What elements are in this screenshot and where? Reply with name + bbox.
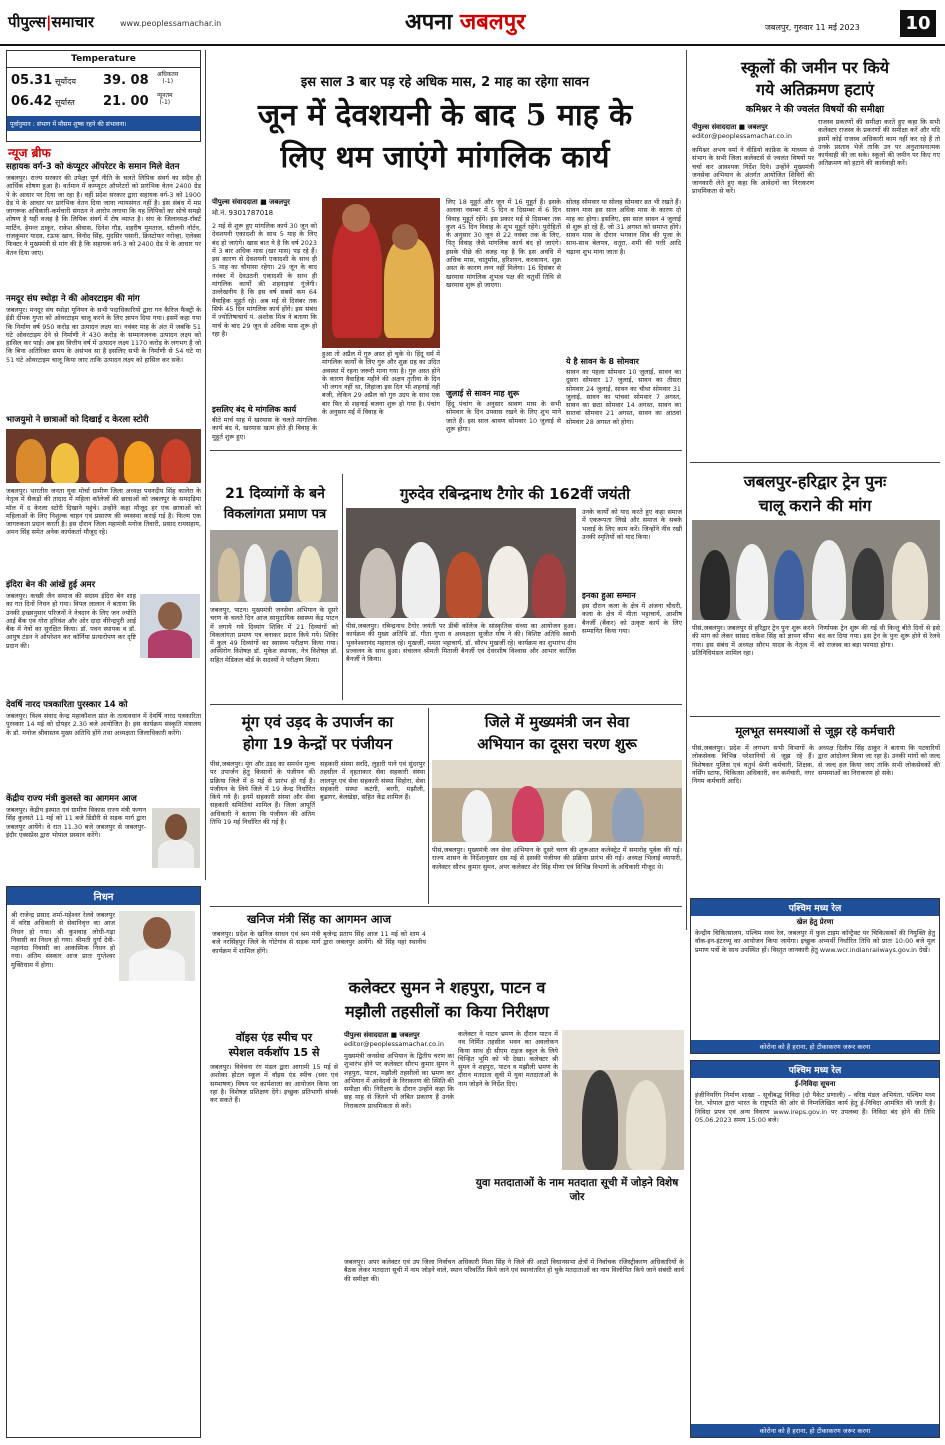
lead-byline: पीपुल्स संवाददाता ■ जबलपुर xyxy=(212,198,290,206)
lead-col-4-b: सावन का पहला सोमवार 10 जुलाई, सावन का दूसरा सोमवार 17 जुलाई, सावन का तीसरा सोमवार 24 जुलाई, सावन का चौथा सोमवार 31 जुलाई, सावन का पांचवां सोमवार 7 अगस्त, सावन का छठा सोमवार 14 अगस्त, सावन का सातवां सोमवार 21 अगस्त, सावन का आठवां सोमवार 28 अगस्त को होगा। xyxy=(566,368,681,426)
disabled-headline-2: विकलांगता प्रमाण पत्र xyxy=(223,507,327,522)
obituary-label: निधन xyxy=(7,887,200,905)
disabled-body: जबलपुर, पाटन। मुख्यमंत्री जनसेवा अभियान के दूसरे चरण के चलते दिन आज सामुदायिक स्वास्थ्य केंद्र पाटन में लगाये गये दिव्यांग शिविर में 21 दिव्यांगों को विकलांगता प्रमाण पत्र बनाकर प्रदान किये गये। शिविर में कुल 49 दिव्यांगों का स्वास्थ्य परीक्षण किया गया। अस्थिरोग विशेषज्ञ डॉ. मुकेश स्थापक, नेत्र विशेषज्ञ डॉ. सहित मेडिकल बोर्ड के सदस्यों ने परीक्षण किया। xyxy=(210,606,338,664)
brief-3 xyxy=(6,415,201,537)
cm-headline-2: अभियान का दूसरा चरण शुरू xyxy=(477,735,637,753)
brief-4-body: जबलपुर। कच्छी जैन समाज की सदस्य इंदिरा बेन शाह का गत दिनों निधन हो गया। विपल लालान ने बताया कि उनकी इच्छानुसार परिजनों ने नेत्रदान के लिए जन ज्योति आई बैंक एवं गोरा हरिवंश और ओर दादा वीरेन्द्रपुरी आई बैंक में नेत्रों का सुरक्षित किया। डॉ. पवन स्थापक व डॉ. आयुष टंडन ने ऑपरेशन कर कॉर्निया प्रत्यारोपण कर दृष्टि प्रदान की। xyxy=(6,592,136,650)
train-col-1: पीसं,जबलपुर। जबलपुर से हरिद्वार ट्रेन पुनः शुरू करने की मांग को लेकर सांसद राकेश सिंह को ज्ञापन सौंपा गया। इस संबंध में अध्यक्ष सौरभ यादव के नेतृत्व में प्रतिनिधिमंडल शामिल रहा। xyxy=(692,624,814,657)
min-temp: 21. 00 xyxy=(103,94,149,109)
cm-photo xyxy=(432,760,682,842)
brief-3-headline: भाजयुमो ने छात्राओं को दिखाई द केरला स्टोरी xyxy=(6,415,149,425)
obituary-portrait xyxy=(119,911,195,981)
collector-headline-2: मझौली तहसीलों का किया निरीक्षण xyxy=(345,1002,549,1021)
brief-2 xyxy=(6,294,201,414)
lead-phone: मो.नं. 9301787018 xyxy=(212,209,274,217)
collector-col-3: जबलपुर। अपर कलेक्टर एवं उप जिला निर्वाचन अधिकारी मिशा सिंह ने जिले की आठों विधानसभा क्षेत्रों में निर्वाचक रजिस्ट्रीकरण अधिकारियों के बैठक लेकर मतदाता सूची में नाम जोड़ने वाले, स्थान परिवर्तित किये जाने एवं स्थानांतरित हो चुके मतदाताओं का नाम विलोपित किये जाने संबंधी कार्य की समीक्षा की। xyxy=(344,1258,684,1283)
schools-deck: कमिश्नर ने की ज्वलंत विषयों की समीक्षा xyxy=(745,104,885,115)
max-temp: 39. 08 xyxy=(103,73,149,88)
collector-photo-caption: युवा मतदाताओं के नाम मतदाता सूची में जोड़ने विशेष जोर xyxy=(475,1177,679,1203)
khanij-body: जबलपुर। प्रदेश के खनिज साधन एवं श्रम मंत्री बृजेन्द्र प्रताप सिंह आज 11 मई को शाम 4 बजे नरसिंहपुर जिले के गोटेगांव से सड़क मार्ग द्वारा जबलपुर आयेंगे। श्री सिंह यहां स्थानीय कार्यक्रम में शामिल होंगे। xyxy=(212,930,426,955)
brief-6-portrait xyxy=(152,808,200,868)
schools-headline-2: गये अतिक्रमण हटाएं xyxy=(756,80,874,99)
lead-col-1: 2 मई से शुरू हुए मांगलिक कार्य 30 जून को देवशयनी एकादशी के साथ 5 माह के लिए बंद हो जाएंगे। खास बात ये है कि वर्ष 2023 में 3 बार अधिक मास (खर मास) पड़ रहे हैं। इस कारण से देवशयनी एकादशी के साथ ही 5 माह का चौमासा रहेगा। 29 जून के बाद नवंबर में देवउठनी एकादशी के साथ ही मांगलिक कार्यों की शहनाइयां गूंजेंगी। उल्लेखनीय है कि इस वर्ष सबसे कम 64 वैवाहिक मुहूर्त रहे। अब मई से दिसंबर तक सिर्फ 45 दिन मांगलिक कार्य होंगे। इस संबंध में ज्योतिषाचार्य पं. अशोक मिश्र ने बताया कि मार्च के बाद 29 जून से अधिक मास शुरू हो रहा है। xyxy=(212,222,317,338)
lead-col-1-subhead: इसलिए बंद थे मांगलिक कार्य xyxy=(212,405,297,414)
brief-5-body: जबलपुर। विश्व संवाद केन्द्र महाकौशल प्रांत के तत्वावधान में देवर्षि नारद पत्रकारिता पुरस्कार 14 मई को दोपहर 2.30 बजे आयोजित है। इस कार्यक्रम संस्कृति मंत्रालय के डॉ. मनोज श्रीवास्तव मुख्य अतिथि होंगे तथा अध्यक्षता जिलाधिकारी करेंगे। xyxy=(6,712,201,737)
brief-5 xyxy=(6,700,201,792)
schools-col-2: राजस्व प्रकरणों की समीक्षा करते हुए कहा कि सभी कलेक्टर राजस्व के प्रकरणों की समीक्षा करें और यदि इसमें कोई राजस्व अधिकारी काम नहीं कर रहे हैं तो उनके प्रस्ताव भेजें ताकि उन पर अनुशासनात्मक कार्यवाही की जा सके। स्कूलों की जमीन पर किए गए अतिक्रमण को हटाने की कार्यवाही करें। xyxy=(818,118,940,168)
weather-box xyxy=(6,50,201,142)
news-brief-label: न्यूज ब्रीफ xyxy=(8,146,51,160)
lead-col-4: सोलह सोमवार या सोलह सोमवार व्रत भी रखते हैं। सावन मास इस साल अधिक मास के कारण दो माह का होगा। इसलिए, इस साल सावन 4 जुलाई से शुरू हो रहे हैं, जो 31 अगस्त को समाप्त होंगे। सावन मास के दौरान भगवान शिव की पूजा के साथ-साथ बेलपत्र, धतूरा, शमी की पत्ती आदि चढ़ाना शुभ माना जाता है। xyxy=(566,198,681,256)
railway-ad-2-footer: कोरोना को है हराना, हो टीकाकरण जरूर करना xyxy=(691,1424,939,1437)
brief-5-headline: देवर्षि नारद पत्रकारिता पुरस्कार 14 को xyxy=(6,700,128,710)
cm-headline-1: जिले में मुख्यमंत्री जन सेवा xyxy=(484,713,630,731)
moong-body: पीसं,जबलपुर। मूंग और उड़द का समर्थन मूल्य पर उपार्जन हेतु किसानों के पंजीयन की प्रक्रिया जिले में 8 मई से प्रारंभ हो गई है। पंजीयन के लिये जिले में 19 केन्द्र निर्धारित किये गये हैं। इनमें सहकारी संस्था और सेवा सहकारी समितियां शामिल हैं। जिला आपूर्ति अधिकारी ने बताया कि पंजीयन की अंतिम तिथि 19 मई निर्धारित की गई है। xyxy=(210,760,315,827)
page-number: 10 xyxy=(900,10,936,37)
lead-col-4-subhead: ये है सावन के 8 सोमवार xyxy=(566,357,639,366)
moong-headline-1: मूंग एवं उड़द के उपार्जन का xyxy=(241,713,394,731)
sunrise-label: सूर्योदय xyxy=(55,77,77,86)
schools-email: editor@peoplessamachar.co.in xyxy=(692,132,792,140)
lead-col-3-b: हिंदू पंचांग के अनुसार श्रावण मास के सभी सोमवार के दिन उपवास रखने के लिए शुभ माने जाते हैं। इस साल श्रावण सोमवार 10 जुलाई से शुरू होगा। xyxy=(446,400,561,433)
khanij-headline: खनिज मंत्री सिंह का आगमन आज xyxy=(247,912,391,926)
brief-2-headline: नमदूर संघ स्थोड़ा ने की ओवरटाइम की मांग xyxy=(6,294,140,304)
lead-kicker: इस साल 3 बार पड़ रहे अधिक मास, 2 माह का रहेगा सावन xyxy=(300,75,590,90)
workshop-headline-1-visible: वॉइस एंड स्पीच पर xyxy=(235,1031,313,1044)
tagore-headline: गुरुदेव रबिन्द्रनाथ टैगोर की 162वीं जयंती xyxy=(399,485,631,503)
railway-ad-2-body: इंजीनियरिंग निर्माण शाखा – सूचीबद्ध निविदा (दो पैकेट प्रणाली) – वरिष्ठ मंडल अभियंता, पश्चिम मध्य रेल, भोपाल द्वारा भारत के राष्ट्रपति की ओर से निम्नलिखित कार्य हेतु ई-निविदा आमंत्रित की जाती है। निविदा प्रपत्र एवं अन्य विवरण www.ireps.gov.in पर उपलब्ध हैं। निविदा बंद होने की तिथि 05.06.2023 समय 15:00 बजे। xyxy=(695,1091,935,1124)
workshop-body: जबलपुर। विवेचना रंग मंडल द्वारा आगामी 15 मई से अशोका होटल स्कूल में वॉइस एंड स्पीच (स्वर एवं सम्भाषण) विषय पर कार्यशाला का आयोजन किया जा रहा है। विशेषज्ञ प्रशिक्षण देंगे। इच्छुक प्रतिभागी संपर्क कर सकते हैं। xyxy=(210,1063,338,1105)
masthead xyxy=(0,0,945,46)
collector-photo xyxy=(562,1030,684,1170)
lead-headline-2: लिए थम जाएंगे मांगलिक कार्य xyxy=(280,140,610,175)
brief-3-body: जबलपुर। भारतीय जनता युवा मोर्चा ग्रामीण जिला अध्यक्ष पवनदीप सिंह कालेरा के नेतृत्व में सैकड़ों की तादाद में महिला कॉलेजों की छात्राओं को जबलपुर के समदड़िया मॉल में द केरला स्टोरी दिखाने पहुंचे। उन्होंने कहा मौजूद हर एक छात्राओं को महिलाओं के लिए निशुल्क चाहन एवं प्रसारण की व्यवस्था कराई गई है। फिल्म एक जागरुकता प्रदान करती है। इस दौरान जिला महामंत्री मनोज तिवारी, प्रसाद रामसहाय, अमन सिंह समेत अनेक कार्यकर्ता मौजूद रहे। xyxy=(6,487,201,537)
brief-6 xyxy=(6,794,201,872)
moong-headline-2: होगा 19 केन्द्रों पर पंजीयन xyxy=(242,735,393,753)
sunrise-time: 05.31 xyxy=(11,73,53,88)
brief-4 xyxy=(6,580,201,700)
website: www.peoplessamachar.in xyxy=(120,19,222,28)
workshop-headline-2: स्पेशल वर्कशॉप 15 से xyxy=(228,1046,320,1059)
obituary-body: श्री राजेन्द्र प्रसाद शर्मा-महेश्वर रेलवे जबलपुर में वरिष्ठ अधिकारी से सेवानिवृत्त का आज निधन हो गया। श्री कुशवाह लोधी-गढ़ा निवासी का निधन हो गया। श्रीमती दुर्गा देवी-महानंदा निवासी का आकस्मिक निधन हो गया। अंतिम संस्कार आज प्रातः गुप्तेश्वर मुक्तिधाम में होगा। xyxy=(11,911,115,969)
tagore-sub-body: इस दौरान कला के क्षेत्र में अंजना चौधरी, कला के क्षेत्र में मीता भट्टाचार्य, आशीष बैनर्जी (बैंकर) को उत्कृष्ट कार्य के लिए सम्मानित किया गया। xyxy=(582,602,682,635)
train-headline-2: चालू कराने की मांग xyxy=(758,496,872,515)
brief-4-portrait xyxy=(140,594,200,658)
railway-ad-1-body: केन्द्रीय चिकित्सालय, पश्चिम मध्य रेल, जबलपुर में फुल टाइम कॉन्ट्रैक्ट पर चिकित्सकों की नियुक्ति हेतु वॉक-इन-इंटरव्यू का आयोजन किया जायेगा। इच्छुक अभ्यर्थी निर्धारित तिथि को प्रातः 10:00 बजे मूल प्रमाण पत्रों के साथ उपस्थित हों। विस्तृत जानकारी हेतु www.wcr.indianrailways.gov.in देखें। xyxy=(695,929,935,954)
collector-col-1: मुख्यमंत्री जनसेवा अभियान के द्वितीय चरण का शुभारंभ होने पर कलेक्टर सौरभ कुमार सुमन ने शहपुरा, पाटन, मझौली तहसीलों का भ्रमण कर अभियान में आवेदनों के निराकरण की स्थिति की समीक्षा की। निरीक्षण के दौरान उन्होंने कहा कि छह माह से जितने भी लंबित प्रकरण हैं उनके निराकरण प्राथमिकता से करें। xyxy=(344,1052,454,1110)
railway-ad-1-subtitle: खेल हेतु प्रेरणा xyxy=(796,918,834,926)
tagore-body: पीसं,जबलपुर। रबिन्द्रनाथ टैगोर जयंती पर डीबी कॉलेज के सांस्कृतिक संध्या का आयोजन हुआ। कार्यक्रम की मुख्य अतिथि डॉ. गीता गुप्ता व अध्यक्षता सुजीत घोष ने की। विशिष्ट अतिथि स्वामी भुवनेश्वरानंद महाराज रहे। मुखर्जी, ममता भट्टाचार्य, डॉ. सौरभ मुखर्जी रहे। कार्यक्रम का शुभारंभ दीप प्रज्वलन के साथ हुआ। संचालन श्रीमती मिताली बैनर्जी एवं देवरशीष विश्वास और आभार कार्तिक बैनर्जी ने किया। xyxy=(346,622,576,664)
railway-ad-2-subtitle: ई-निविदा सूचना xyxy=(794,1080,836,1088)
min-change: (-1) xyxy=(159,99,171,106)
collector-headline-1: कलेक्टर सुमन ने शहपुरा, पाटन व xyxy=(348,978,546,997)
staff-col-2: अध्यक्ष दिलीप सिंह ठाकुर ने बताया कि पटवारियों द्वारा आंदोलन किया जा रहा है। उनकी मांगों को जल्द से जल्द हल किया जाए ताकि सभी लोकसेवकों की समस्याओं का निराकरण हो सके। xyxy=(818,744,940,777)
brief-6-body: जबलपुर। केंद्रीय इस्पात एवं ग्रामीण विकास राज्य मंत्री फग्गन सिंह कुलस्ते 11 मई को 11 बजे डिंडौरी से सड़क मार्ग द्वारा जबलपुर आयेंगे। वे रात 11.30 बजे जबलपुर से जबलपुर-इंदौर एक्सप्रेस द्वारा भोपाल प्रस्थान करेंगे। xyxy=(6,806,146,839)
weather-forecast: पूर्वानुमान : संभाग में मौसम शुष्क रहने की संभावना। xyxy=(7,116,200,131)
brief-1 xyxy=(6,162,201,296)
railway-ad-2 xyxy=(690,1060,940,1438)
brief-2-body: जबलपुर। मनदूर संघ स्थोड़ा यूनियन के सभी पदाधिकारियों द्वारा गन कैरिज फैक्ट्री के ईडी दीपक गुप्ता को ओवरटाइम चालू करने के लिए ज्ञापन दिया गया। इसमें कहा गया कि निर्माण वर्ष 950 करोड़ का उत्पादन लक्ष्य था। नवंबर माह के अंत में जबकि 51 घंटे ओवरटाइम देने से निर्माणी ने 430 करोड़ के सम्मानजनक उत्पादन लक्ष्य को हासिल कर पाई। अब इस वित्तीय वर्ष में उत्पादन लक्ष्य 1170 करोड़ के लगभग है जो कि बिना अतिरिक्त समय के असंभव सा है इसलिए सभी के निर्माणी से 54 घंटे या 51 घंटे ओवरटाइम चालू किया जाए ताकि उत्पादन लक्ष्य को हासिल कर सकें। xyxy=(6,306,201,364)
brand-left: पीपुल्स xyxy=(8,13,47,31)
railway-ad-1 xyxy=(690,898,940,1054)
sunset-label: सूर्यास्त xyxy=(55,98,75,107)
cm-body: पीसं,जबलपुर। मुख्यमंत्री जन सेवा अभियान के दूसरे चरण की शुरूआत कलेक्ट्रेट में समारोह पूर्वक की गई। राज्य शासन के निर्देशानुसार दस मई से इसकी पंजीयन की प्रक्रिया प्रारंभ की गई। अध्यक्ष भिलाई व्यापारी, कलेक्टर सौरभ कुमार सुमन, अपर कलेक्टर शेर सिंह मीणा एवं विभिन्न विभागों के अधिकारी मौजूद थे। xyxy=(432,846,682,871)
train-headline-1: जबलपुर-हरिद्वार ट्रेन पुनः xyxy=(743,472,887,491)
railway-ad-2-org: पश्चिम मध्य रेल xyxy=(691,1061,939,1078)
disabled-headline-1: 21 दिव्यांगों के बने xyxy=(225,486,325,502)
brief-4-headline: इंदिरा बेन की आंखें हुई अमर xyxy=(6,580,96,590)
tagore-body-2: उनके कार्यों को याद करते हुए कहा समाज में एकरूपता लिखे और समाज के सबके भलाई के लिए काम करें। जिन्होंने नींव रखी उनकी स्मृतियों को याद किया। xyxy=(582,508,682,541)
brand-logo: पीपुल्स|समाचार xyxy=(8,13,95,31)
lead-col-3: लिए 18 मुहूर्त और जून में 16 मुहूर्त हैं। इसके अलावा नवम्बर में 5 दिन व दिसम्बर में 6 दिन विवाह मुहूर्त रहेंगे। इस प्रकार मई से दिसम्बर तक कुल 45 दिन विवाह के शुभ मुहूर्त रहेंगे। पुरोहितों के अनुसार 30 जून से 22 नवंबर तक के लिए, पितृ विवाह जैसे मांगलिक कार्य बंद हो जाएंगे। इसके पीछे की वजह यह है कि इस अवधि में अधिक मास, चातुर्मास, हरिशयन, करकायन, शुक्र अस्त के कारण लग्न नहीं मिलेगा। 16 दिसंबर से खरमास मांगलिक शुभत्व पक्ष की चतुर्थी तिथि से खरमास शुरू हो जाएगा। xyxy=(446,198,561,289)
brand-right: समाचार xyxy=(51,13,95,31)
disabled-photo xyxy=(210,530,338,602)
train-col-2: निर्णायक ट्रेन शुरू की गई थी किन्तु बीते दिनों से इसे बंद कर दिया गया। इस ट्रेन के पुनः शुरू होने से रेलवे को राजस्व का बड़ा फायदा होगा। xyxy=(818,624,940,649)
section-title xyxy=(405,6,525,36)
max-change: (-1) xyxy=(162,78,174,85)
lead-col-2: हुआ तो अप्रैल में गुरु अस्त हो चुके थे। हिंदू धर्म में मांगलिक कार्यों के लिए गुरु और शुक्र ग्रह का उदित अवस्था में रहना जरूरी माना गया है। गुरु अस्त होने के कारण वैवाहिक महीने की अक्षय तृतीया के दिन भी लगन नहीं था, लिहाजा इस दिन भी शहनाई नहीं बजी, लेकिन 29 अप्रैल को गुरु उदय के साथ एक बार फिर से शहनाई बजना शुरू हो गया है। पंचांग के अनुसार मई में विवाह के xyxy=(322,350,440,417)
brief-3-photo xyxy=(6,429,201,483)
collector-email: editor@peoplessamachar.co.in xyxy=(344,1040,444,1048)
train-photo xyxy=(692,520,940,620)
sunset-time: 06.42 xyxy=(11,94,53,109)
max-label: अधिकतम xyxy=(157,71,179,78)
railway-ad-1-footer: कोरोना को है हराना, हो टीकाकरण जरूर करना xyxy=(691,1040,939,1053)
tagore-subhead: इनका हुआ सम्मान xyxy=(582,591,636,600)
min-label: न्यूनतम xyxy=(157,92,173,99)
schools-headline-1: स्कूलों की जमीन पर किये xyxy=(740,58,890,77)
schools-byline: पीपुल्स संवाददाता ■ जबलपुर xyxy=(692,123,768,131)
staff-col-1: पीसं,जबलपुर। प्रदेश में लगभग सभी विभागों के लोकसेवक विभिन्न परेशानियों से जूझ रहे हैं। विशेषकर पुलिस एवं चतुर्थ श्रेणी कर्मचारी, शिक्षक, नर्सिंग स्टाफ, चिकित्सा अधिकारी, वन कर्मचारी, नगर निगम कर्मचारी आदि। xyxy=(692,744,814,786)
weather-title: Temperature xyxy=(7,51,200,68)
collector-col-2: कलेक्टर ने पाटन भ्रमण के दौरान पाटन में नव निर्मित तहसील भवन का अवलोकन किया साथ ही सीएम राइज स्कूल के लिये चिन्हित भूमि को भी देखा। कलेक्टर श्री सुमन ने शहपुरा, पाटन व मझौली भ्रमण के दौरान मतदाता सूची में युवा मतदाताओं के नाम जोड़ने के निर्देश दिए। xyxy=(458,1030,558,1088)
wedding-photo xyxy=(322,198,440,348)
lead-col-3-subhead: जुलाई से सावन माह शुरू xyxy=(446,389,520,398)
staff-headline: मूलभूत समस्याओं से जूझ रहे कर्मचारी xyxy=(735,724,895,738)
obituary-box xyxy=(6,886,201,1438)
section-right: जबलपुर xyxy=(459,10,526,35)
workshop-box xyxy=(210,1030,338,1438)
brief-6-headline: केंद्रीय राज्य मंत्री कुलस्ते का आगमन आज xyxy=(6,794,137,804)
dateline: जबलपुर, गुरुवार 11 मई 2023 xyxy=(765,23,860,32)
tagore-photo xyxy=(346,508,576,618)
schools-col-1: कमिश्नर अभय वर्मा ने वीडियो कांफ्रेंस के माध्यम से संभाग के सभी जिला कलेक्टर्स से ज्वलंत विषयों पर चर्चा कर आवश्यक निर्देश दिये। उन्होंने मुख्यमंत्री जनसेवा अभियान के अंतर्गत आयोजित शिविरों की जानकारी लेते हुए कहा कि आवेदनों का निराकरण प्राथमिकता से करें। xyxy=(692,146,814,196)
lead-col-1-b: बीते मार्च माह में खरमास के चलते मांगलिक कार्य बंद थे, खरमास खत्म होते ही विवाह के मुहूर्त शुरू हुए। xyxy=(212,416,317,441)
brief-1-headline: सहायक वर्ग-3 को कंप्यूटर ऑपरेटर के समान मिले वेतन xyxy=(6,162,180,172)
railway-ad-1-org: पश्चिम मध्य रेल xyxy=(691,899,939,916)
collector-byline: पीपुल्स संवाददाता ■ जबलपुर xyxy=(344,1031,420,1039)
lead-headline-1: जून में देवशयनी के बाद 5 माह के xyxy=(257,98,633,133)
brief-1-body: जबलपुर। राज्य सरकार की उपेक्षा पूर्ण नीति के चलते लिपिक संवर्ग का सदैव ही आर्थिक शोषण हुआ है। वर्तमान में कम्प्यूटर ऑपरेटरों को प्रारंभिक वेतन 2400 ग्रेड पे के आधार पर दिया जा रहा है। वहीं प्रदेश सरकार द्वारा सहायक वर्ग-3 को 1900 ग्रेड पे के आधार पर प्रारंभिक वेतन दिया जाना न्यायसंगत नहीं है। इस संबंध में मप्र जागरूक अधिकारी-कर्मचारी संगठन ने आरोप लगाया कि यह लिपिकों का सोचे समझे शोषण है यहीं वजह है कि लिपिक संवर्ग में रोष व्याप्त है। संघ के जिलाध्यक्ष-रॉबर्ट मार्टिन, हेमन्त ठाकुर, राकेश श्रीवास, दिनेश गौड़, शहरीष मुमताज, स्टीलनी नॉर्टन, राजकुमार यादव, रऊफ खान, विनोद सिंह, मुदसिर पसारी, क्रिस्टोफर नरोन्हा, एलेक्स फिक्टर ने मुख्यमंत्री से मांग की है कि सहायक वर्ग-3 को 2400 ग्रेड पे के आधार पर वेतन दिया जाए। xyxy=(6,174,201,257)
moong-body-2: सहकारी संस्था सरदि, लुहारी पाने एवं सुंदरपुर तहसील में वृहताकार सेवा सहकारी संस्था लालपुर एवं सेवा सहकारी संस्था सिहोरा, सेवा सहकारी संस्था कटंगी, बरगी, मझौली, बुढागर, बेलखेड़ा, सहित केंद्र शामिल हैं। xyxy=(320,760,425,802)
section-left: अपना xyxy=(405,10,453,35)
